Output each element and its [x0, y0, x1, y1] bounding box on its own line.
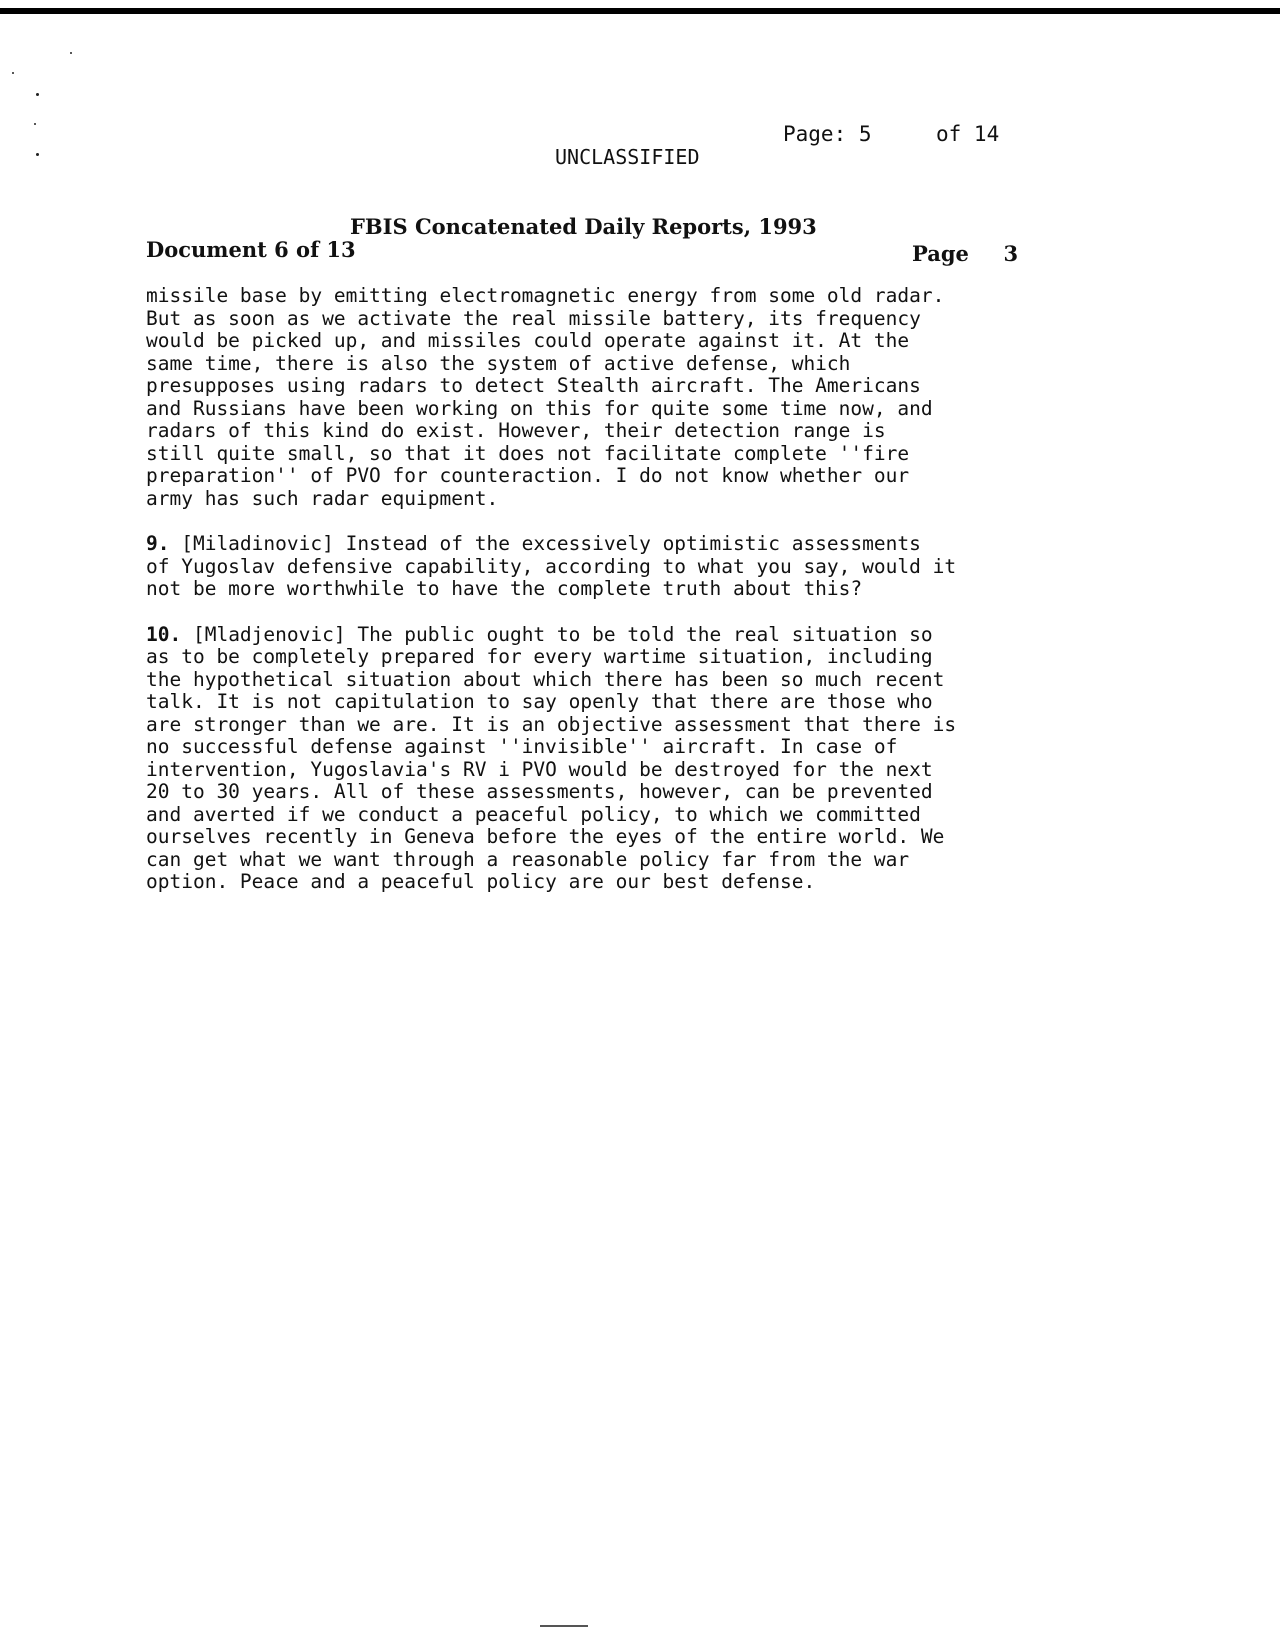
paragraph-continued: missile base by emitting electromagnetic energy from some old radar. But as soon as we activate the real missile battery, its frequency would be picked up, and missiles could operate against it. At the same time, there is also the system of active defense, which presupposes using radars to detect Stealth aircraft. The Americans and Russians have been working on this for quite some time now, and radars of this kind do exist. However, their detection range is still quite small, so that it does not facilitate complete ''fire preparation'' of PVO for counteraction. I do not know whether our army has such radar equipment. — [146, 284, 945, 510]
scan-speck — [12, 72, 14, 74]
paragraph-text: [Mladjenovic] The public ought to be told the real situation so as to be completely prepared for every wartime situation, including the hypothetical situation about which there has been so much recent talk. It is not capitulation to say openly that there are those who are stronger than we are. It is an objective assessment that there is no successful defense against ''invisible'' aircraft. In case of intervention, Yugoslavia's RV i PVO would be destroyed for the next 20 to 30 years. All of these assessments, however, can be prevented and averted if we conduct a peaceful policy, to which we committed ourselves recently in Geneva before the eyes of the entire world. We can get what we want through a reasonable policy far from the war option. Peace and a peaceful policy are our best defense. — [146, 622, 957, 893]
page-total — [936, 124, 999, 145]
paragraph-number: 10. — [146, 622, 182, 646]
page-of-label: of 14 — [936, 122, 1000, 146]
page-counter — [783, 124, 872, 145]
paragraph-10 — [146, 624, 1046, 894]
classification-text: UNCLASSIFIED — [555, 145, 700, 169]
scan-speck — [34, 123, 36, 125]
classification-marking — [555, 147, 700, 167]
scan-speck — [70, 52, 72, 54]
paragraph-9 — [146, 533, 1046, 601]
document-label-text: Document 6 of 13 — [146, 237, 356, 262]
top-border-rule — [0, 8, 1280, 14]
inner-page-label: Page — [912, 241, 969, 266]
scan-speck — [36, 93, 39, 96]
paragraph-text: [Miladinovic] Instead of the excessively optimistic assessments of Yugoslav defensive capability, according to what you say, would it not be more worthwhile to have the complete truth about this? — [146, 532, 957, 600]
inner-page-indicator — [912, 243, 1018, 264]
document-body — [146, 285, 1046, 917]
report-title — [350, 216, 817, 237]
report-title-text: FBIS Concatenated Daily Reports, 1993 — [350, 214, 817, 239]
inner-page-number: 3 — [1003, 241, 1019, 266]
paragraph-number: 9. — [146, 532, 170, 555]
document-label — [146, 239, 356, 260]
page-label: Page: 5 — [783, 122, 872, 146]
bottom-mark — [540, 1625, 588, 1627]
scan-speck — [36, 153, 39, 156]
